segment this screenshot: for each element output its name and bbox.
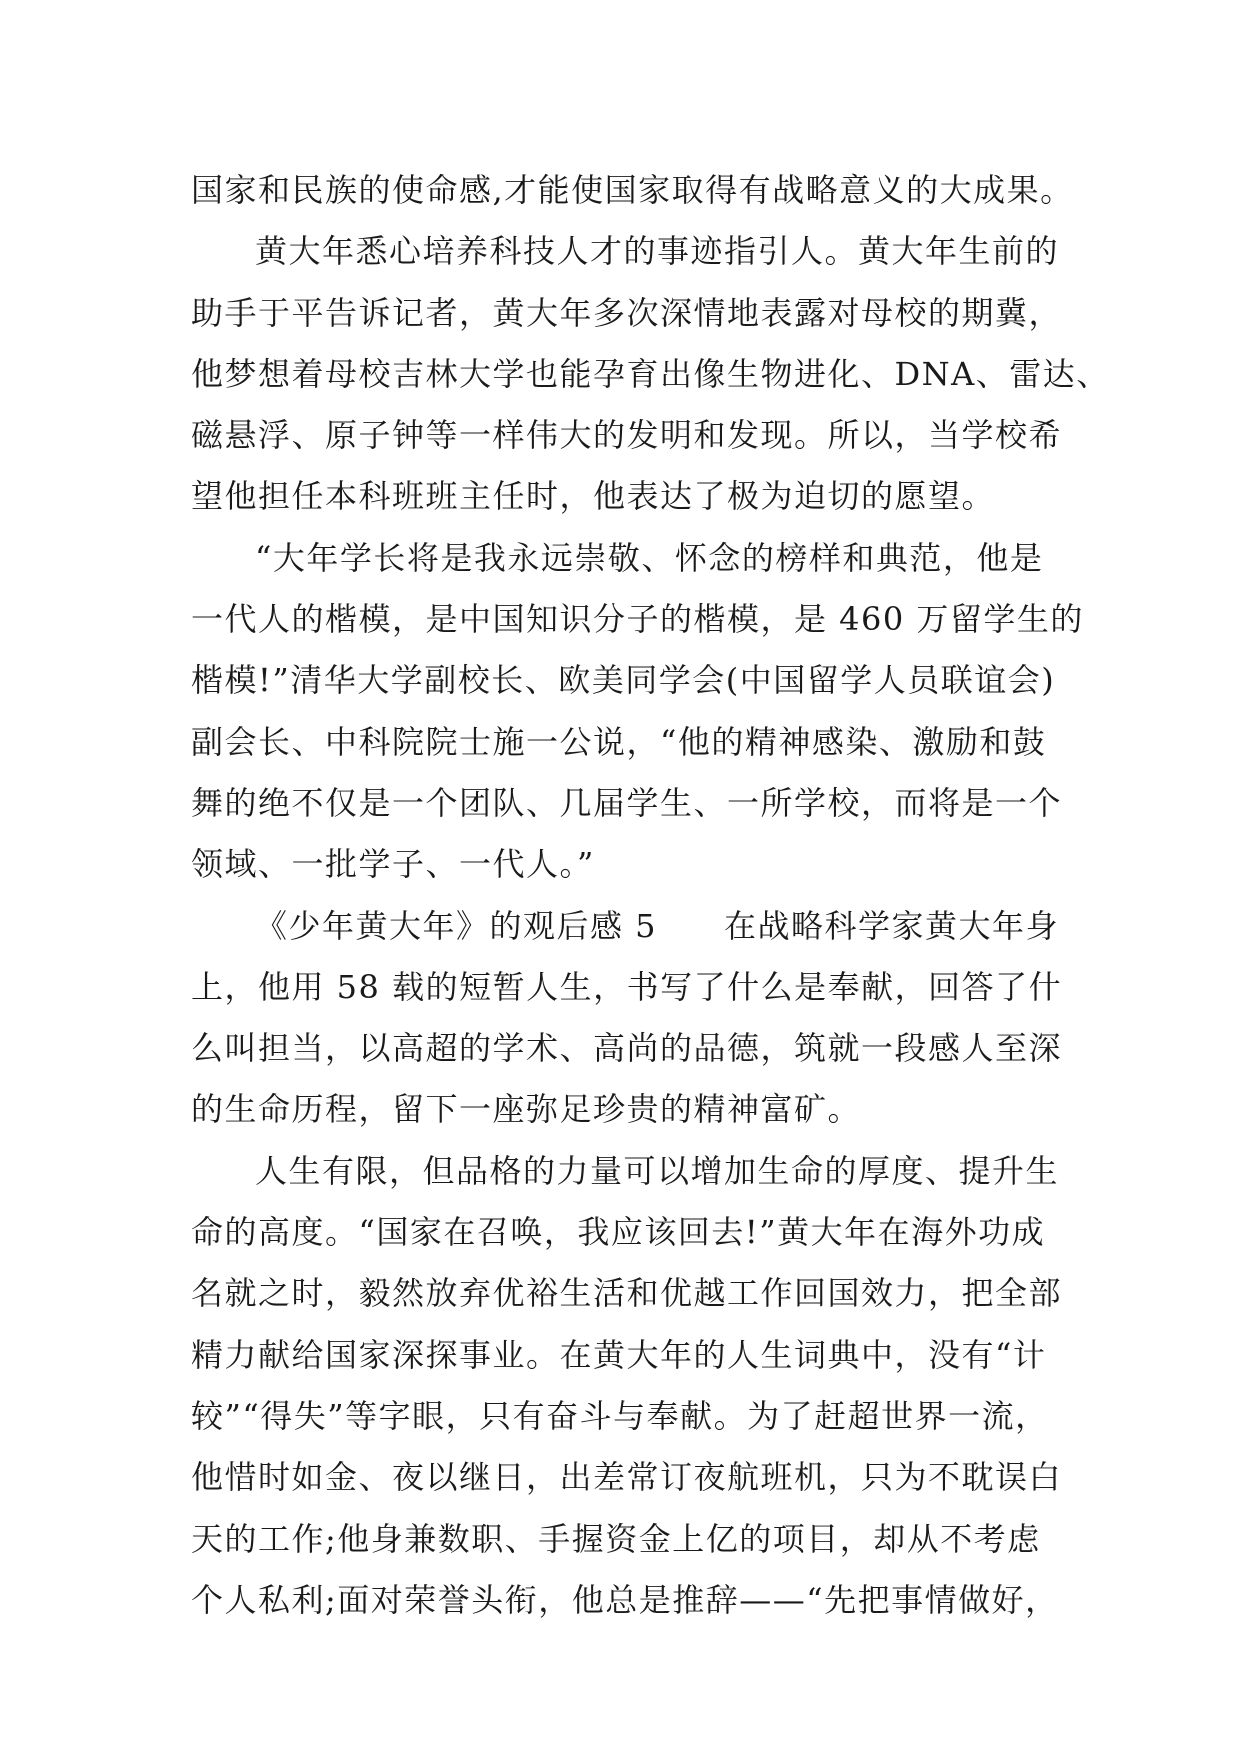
text-line: 命的高度。“国家在召唤，我应该回去!”黄大年在海外功成: [191, 1213, 1046, 1252]
text-line: 副会长、中科院院士施一公说，“他的精神感染、激励和鼓: [191, 722, 1047, 761]
text-line: 助手于平告诉记者，黄大年多次深情地表露对母校的期冀，: [191, 293, 1063, 332]
text-line: 望他担任本科班班主任时，他表达了极为迫切的愿望。: [191, 477, 996, 516]
text-line: 名就之时，毅然放弃优裕生活和优越工作回国效力，把全部: [191, 1274, 1063, 1313]
text-line: 天的工作;他身兼数职、手握资金上亿的项目，却从不考虑: [191, 1519, 1041, 1558]
text-line: 舞的绝不仅是一个团队、几届学生、一所学校，而将是一个: [191, 783, 1063, 822]
text-line: 精力献给国家深探事业。在黄大年的人生词典中，没有“计: [191, 1335, 1047, 1374]
text-line: 一代人的楷模，是中国知识分子的楷模，是 460 万留学生的: [191, 600, 1084, 639]
paragraph-start-line: 黄大年悉心培养科技人才的事迹指引人。黄大年生前的: [255, 232, 1060, 271]
text-line: 的生命历程，留下一座弥足珍贵的精神富矿。: [191, 1090, 862, 1129]
paragraph-start-line: “大年学长将是我永远崇敬、怀念的榜样和典范，他是: [255, 538, 1044, 577]
paragraph-start-line: 人生有限，但品格的力量可以增加生命的厚度、提升生: [255, 1151, 1060, 1190]
document-body: [191, 160, 1110, 1631]
text-line: 领域、一批学子、一代人。”: [191, 845, 595, 884]
text-line: 较”“得失”等字眼，只有奋斗与奉献。为了赶超世界一流，: [191, 1396, 1049, 1435]
text-line: 他惜时如金、夜以继日，出差常订夜航班机，只为不耽误白: [191, 1458, 1063, 1497]
text-line: 个人私利;面对荣誉头衔，他总是推辞——“先把事情做好，: [191, 1580, 1059, 1619]
text-line: 上，他用 58 载的短暂人生，书写了什么是奉献，回答了什: [191, 967, 1063, 1006]
text-line: 国家和民族的使命感,才能使国家取得有战略意义的大成果。: [191, 171, 1074, 209]
text-line: 么叫担当，以高超的学术、高尚的品德，筑就一段感人至深: [191, 1029, 1063, 1068]
text-line: 他梦想着母校吉林大学也能孕育出像生物进化、DNA、雷达、: [191, 354, 1110, 393]
section-heading-line: 《少年黄大年》的观后感 5 在战略科学家黄大年身: [255, 906, 1060, 945]
text-line: 楷模!”清华大学副校长、欧美同学会(中国留学人员联谊会): [191, 661, 1056, 700]
text-line: 磁悬浮、原子钟等一样伟大的发明和发现。所以，当学校希: [191, 416, 1063, 455]
